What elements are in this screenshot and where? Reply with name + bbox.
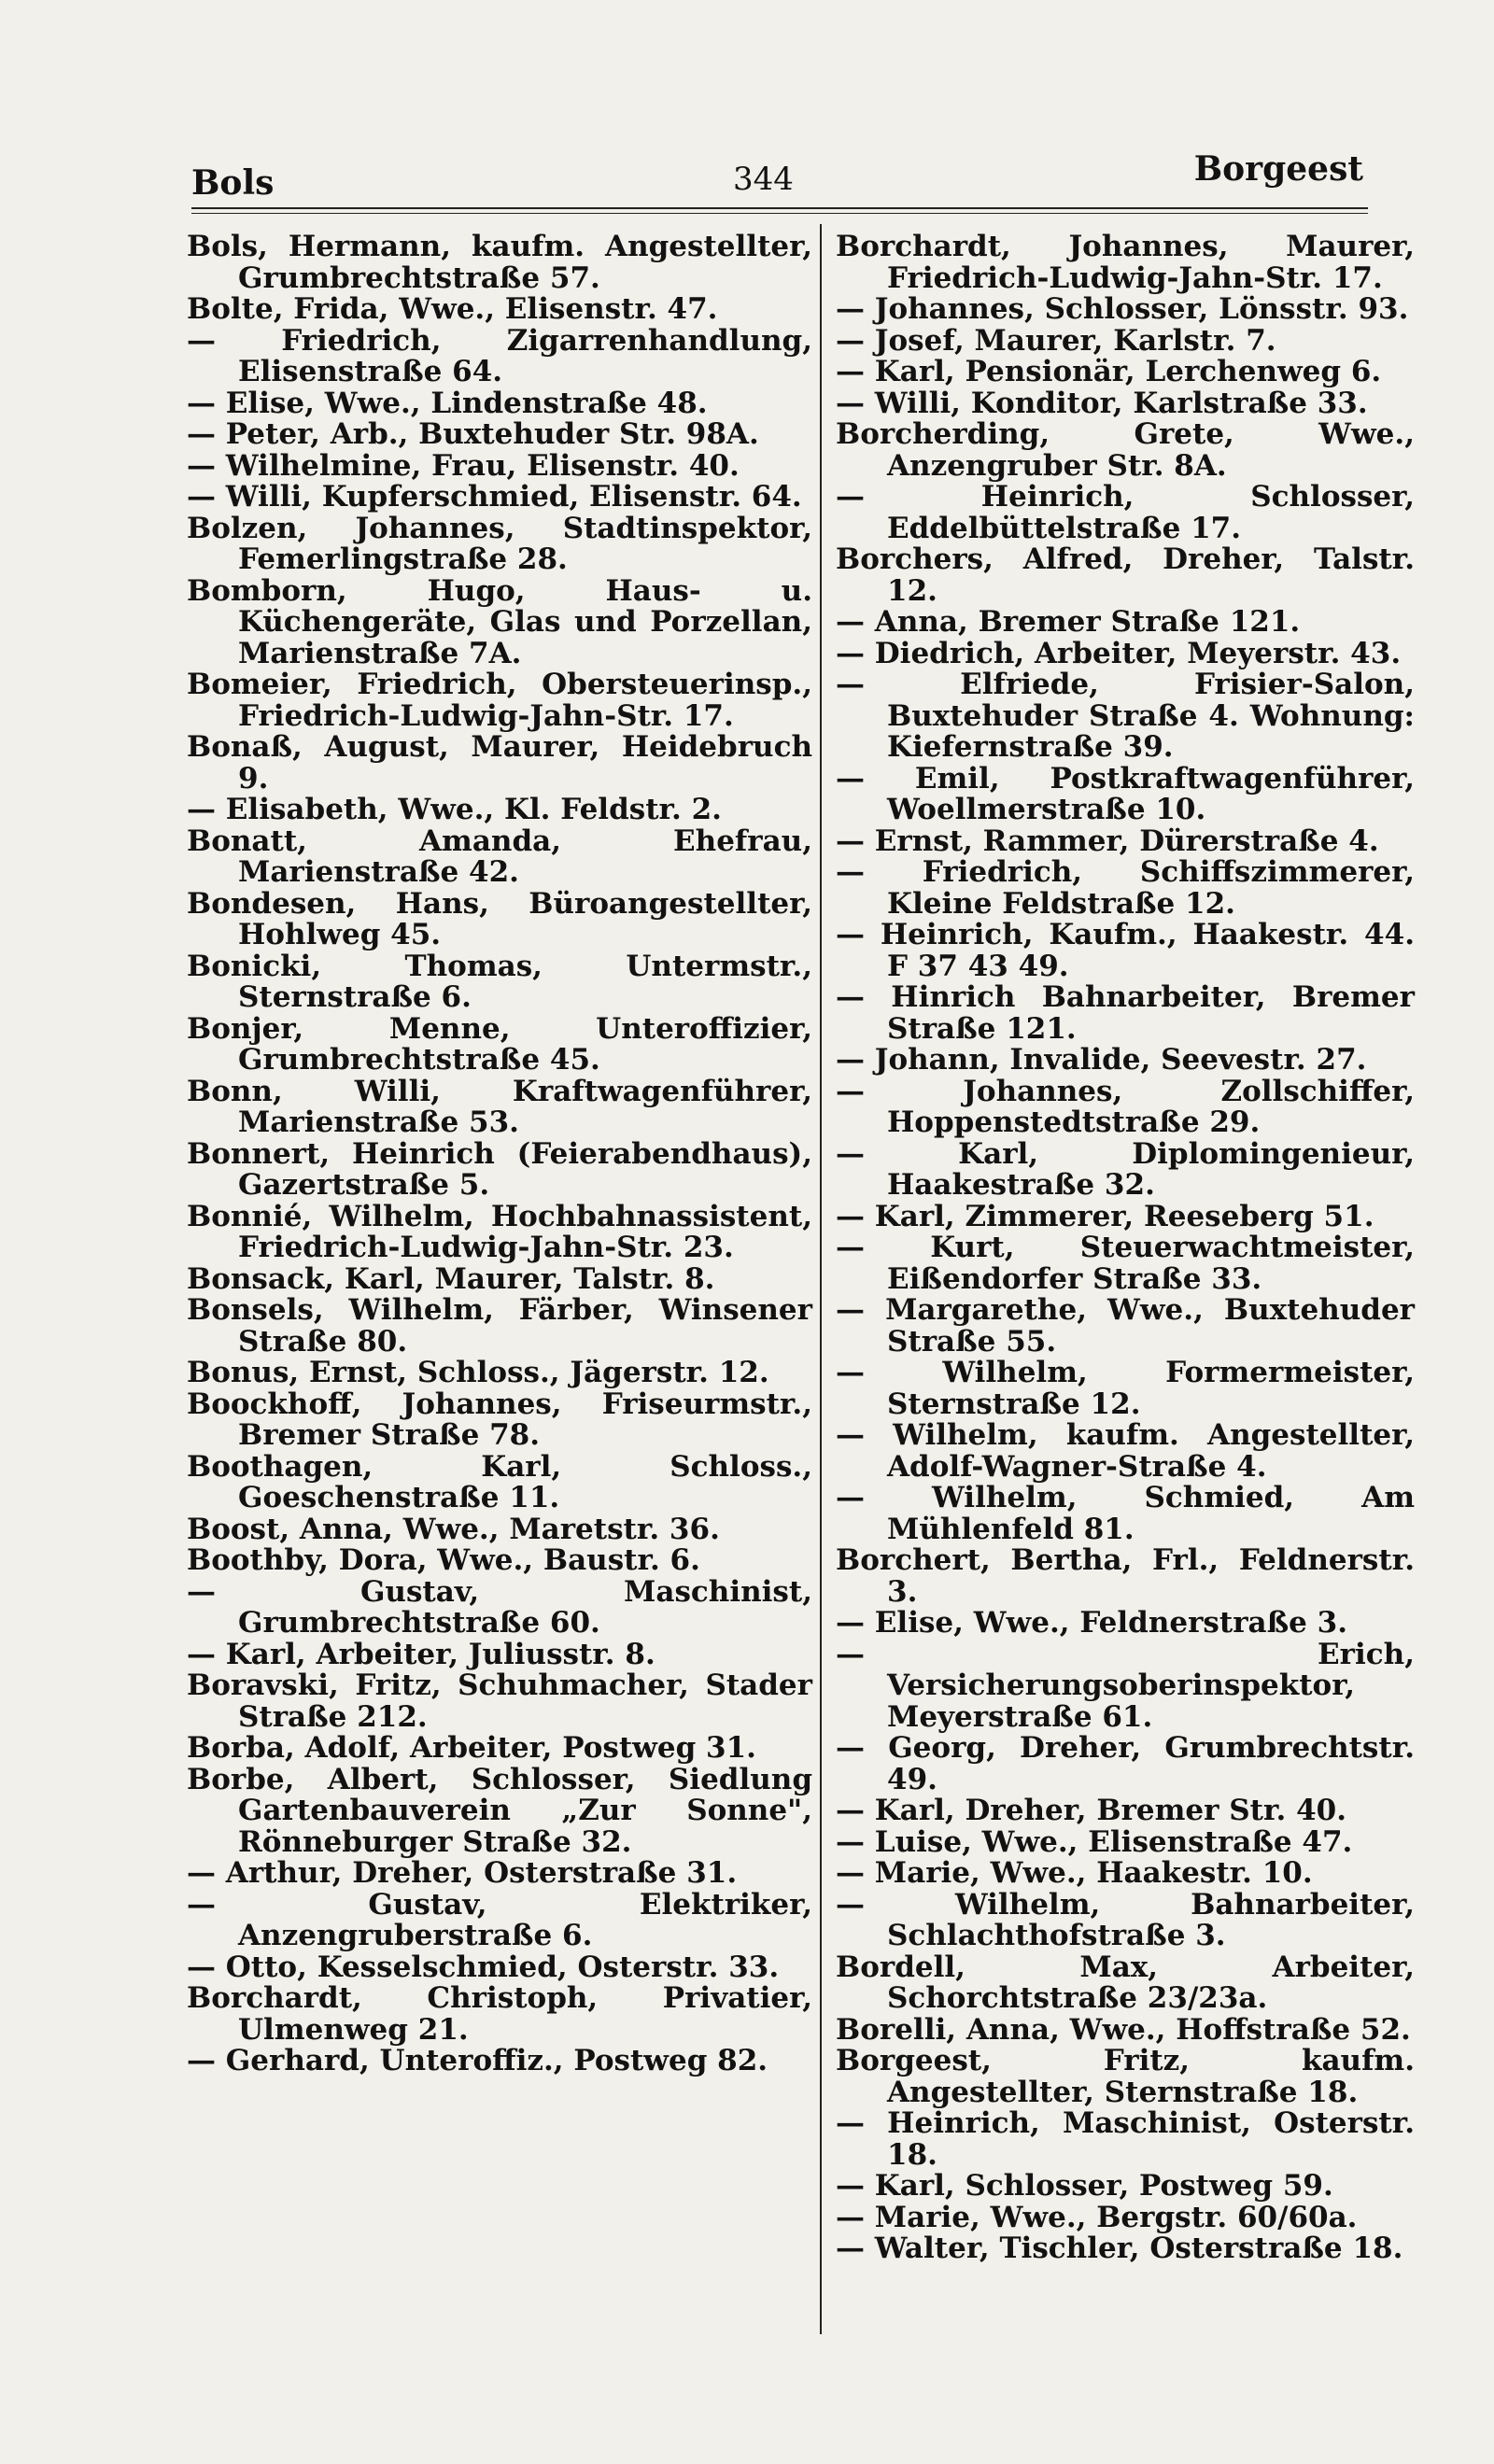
directory-entry: — Otto, Kesselschmied, Osterstr. 33. [187, 1950, 780, 1984]
directory-entry: — Johannes, Schlosser, Lönsstr. 93. [836, 292, 1409, 326]
directory-entry: — Emil, Postkraftwagenführer, Woellmerstraße 10. [836, 761, 1415, 826]
directory-entry: — Karl, Schlosser, Postweg 59. [836, 2169, 1333, 2203]
directory-entry: Borchardt, Christoph, Privatier, Ulmenweg 21. [187, 1981, 812, 2047]
directory-entry: — Peter, Arb., Buxtehuder Str. 98A. [187, 417, 759, 451]
page-number: 344 [733, 161, 794, 198]
directory-entry: — Gustav, Maschinist, Grumbrechtstraße 60. [187, 1574, 812, 1640]
directory-entry: Bonn, Willi, Kraftwagenführer, Marienstraße 53. [187, 1074, 812, 1139]
directory-entry: — Luise, Wwe., Elisenstraße 47. [836, 1824, 1353, 1859]
directory-entry: — Marie, Wwe., Haakestr. 10. [836, 1856, 1313, 1890]
directory-entry: Bomborn, Hugo, Haus- u. Küchengeräte, Glas und Porzellan, Marienstraße 7A. [187, 573, 812, 670]
directory-entry: — Kurt, Steuerwachtmeister, Eißendorfer Straße 33. [836, 1231, 1415, 1296]
directory-entry: — Marie, Wwe., Bergstr. 60/60a. [836, 2200, 1358, 2234]
directory-entry: Borelli, Anna, Wwe., Hoffstraße 52. [836, 2012, 1411, 2047]
header-right-keyword: Borgeest [1193, 149, 1363, 189]
directory-entry: — Johannes, Zollschiffer, Hoppenstedtstraße 29. [836, 1074, 1415, 1139]
directory-entry: Borchers, Alfred, Dreher, Talstr. 12. [836, 542, 1415, 608]
directory-entry: — Johann, Invalide, Seevestr. 27. [836, 1043, 1367, 1077]
directory-entry: — Gustav, Elektriker, Anzengruberstraße 6. [187, 1887, 812, 1952]
directory-entry: — Georg, Dreher, Grumbrechtstr. 49. [836, 1731, 1415, 1796]
directory-entry: — Wilhelm, Bahnarbeiter, Schlachthofstraße 3. [836, 1887, 1415, 1952]
directory-entry: Borchardt, Johannes, Maurer, Friedrich-Ludwig-Jahn-Str. 17. [836, 230, 1415, 295]
directory-entry: Bonicki, Thomas, Untermstr., Sternstraße 6. [187, 949, 812, 1014]
directory-entry: — Margarethe, Wwe., Buxtehuder Straße 55. [836, 1293, 1415, 1359]
directory-entry: Bolzen, Johannes, Stadtinspektor, Femerlingstraße 28. [187, 511, 812, 576]
directory-entry: — Karl, Dreher, Bremer Str. 40. [836, 1794, 1346, 1827]
directory-entry: — Erich, Versicherungsoberinspektor, Meyerstraße 61. [836, 1637, 1415, 1734]
directory-entry: Bolte, Frida, Wwe., Elisenstr. 47. [187, 292, 718, 326]
directory-entry: — Karl, Zimmerer, Reeseberg 51. [836, 1199, 1374, 1233]
directory-entry: — Elfriede, Frisier-Salon, Buxtehuder Straße 4. Wohnung: Kiefernstraße 39. [836, 668, 1415, 764]
directory-entry: Borba, Adolf, Arbeiter, Postweg 31. [187, 1731, 756, 1765]
directory-entry: — Walter, Tischler, Osterstraße 18. [836, 2232, 1403, 2265]
directory-entry: Boockhoff, Johannes, Friseurmstr., Bremer Straße 78. [187, 1387, 812, 1452]
directory-entry: — Elisabeth, Wwe., Kl. Feldstr. 2. [187, 793, 722, 826]
directory-entry: — Elise, Wwe., Feldnerstraße 3. [836, 1606, 1348, 1640]
directory-entry: — Diedrich, Arbeiter, Meyerstr. 43. [836, 636, 1402, 670]
directory-entry: — Elise, Wwe., Lindenstraße 48. [187, 386, 708, 420]
right-column [836, 232, 1415, 2265]
directory-entry: — Gerhard, Unteroffiz., Postweg 82. [187, 2044, 768, 2077]
directory-entry: — Anna, Bremer Straße 121. [836, 605, 1301, 639]
directory-entry: Bonnert, Heinrich (Feierabendhaus), Gazertstraße 5. [187, 1136, 812, 1202]
directory-entry: Borchert, Bertha, Frl., Feldnerstr. 3. [836, 1543, 1415, 1609]
directory-entry: Bonatt, Amanda, Ehefrau, Marienstraße 42. [187, 824, 812, 889]
directory-entry: Bonus, Ernst, Schloss., Jägerstr. 12. [187, 1356, 769, 1389]
directory-entry: Bonaß, August, Maurer, Heidebruch 9. [187, 730, 812, 796]
header-rule-thin [191, 213, 1368, 214]
directory-entry: — Wilhelm, kaufm. Angestellter, Adolf-Wagner-Straße 4. [836, 1418, 1415, 1484]
directory-entry: Boost, Anna, Wwe., Maretstr. 36. [187, 1512, 720, 1546]
directory-entry: — Willi, Konditor, Karlstraße 33. [836, 386, 1368, 420]
directory-entry: — Wilhelm, Formermeister, Sternstraße 12. [836, 1356, 1415, 1421]
header-left-keyword: Bols [191, 163, 275, 203]
directory-entry: — Heinrich, Schlosser, Eddelbüttelstraße 17. [836, 480, 1415, 545]
directory-entry: Boothagen, Karl, Schloss., Goeschenstraße 11. [187, 1449, 812, 1514]
directory-entry: Boravski, Fritz, Schuhmacher, Stader Straße 212. [187, 1668, 812, 1734]
directory-entry: Bonnié, Wilhelm, Hochbahnassistent, Friedrich-Ludwig-Jahn-Str. 23. [187, 1199, 812, 1264]
directory-entry: Bonjer, Menne, Unteroffizier, Grumbrechtstraße 45. [187, 1011, 812, 1077]
directory-entry: — Wilhelmine, Frau, Elisenstr. 40. [187, 448, 740, 483]
directory-entry: — Heinrich, Kaufm., Haakestr. 44. F 37 43 49. [836, 918, 1415, 983]
directory-entry: Bomeier, Friedrich, Obersteuerinsp., Friedrich-Ludwig-Jahn-Str. 17. [187, 668, 812, 733]
directory-entry: — Willi, Kupferschmied, Elisenstr. 64. [187, 480, 802, 514]
directory-entry: — Friedrich, Zigarrenhandlung, Elisenstraße 64. [187, 323, 812, 388]
header-rule [191, 207, 1368, 209]
directory-entry: — Hinrich Bahnarbeiter, Bremer Straße 121. [836, 980, 1415, 1046]
directory-entry: Boothby, Dora, Wwe., Baustr. 6. [187, 1543, 700, 1577]
directory-entry: Borgeest, Fritz, kaufm. Angestellter, Sternstraße 18. [836, 2044, 1415, 2109]
directory-entry: Bols, Hermann, kaufm. Angestellter, Grumbrechtstraße 57. [187, 230, 812, 295]
directory-entry: — Arthur, Dreher, Osterstraße 31. [187, 1856, 738, 1890]
directory-entry: — Karl, Diplomingenieur, Haakestraße 32. [836, 1136, 1415, 1202]
directory-entry: — Friedrich, Schiffszimmerer, Kleine Feldstraße 12. [836, 855, 1415, 921]
directory-entry: Bonsels, Wilhelm, Färber, Winsener Straße 80. [187, 1293, 812, 1359]
directory-entry: Bondesen, Hans, Büroangestellter, Hohlweg 45. [187, 886, 812, 951]
directory-entry: Bordell, Max, Arbeiter, Schorchtstraße 23/23a. [836, 1950, 1415, 2015]
directory-entry: — Karl, Pensionär, Lerchenweg 6. [836, 355, 1382, 388]
directory-entry: — Heinrich, Maschinist, Osterstr. 18. [836, 2106, 1415, 2172]
directory-entry: — Wilhelm, Schmied, Am Mühlenfeld 81. [836, 1481, 1415, 1546]
column-divider [820, 224, 822, 2334]
directory-entry: — Karl, Arbeiter, Juliusstr. 8. [187, 1637, 655, 1671]
directory-entry: Bonsack, Karl, Maurer, Talstr. 8. [187, 1261, 715, 1296]
directory-entry: — Josef, Maurer, Karlstr. 7. [836, 323, 1276, 358]
directory-entry: Borbe, Albert, Schlosser, Siedlung Gartenbauverein „Zur Sonne", Rönneburger Straße 32. [187, 1762, 812, 1859]
left-column [187, 232, 812, 2077]
directory-entry: Borcherding, Grete, Wwe., Anzengruber Str. 8A. [836, 417, 1415, 483]
directory-entry: — Ernst, Rammer, Dürerstraße 4. [836, 824, 1379, 858]
